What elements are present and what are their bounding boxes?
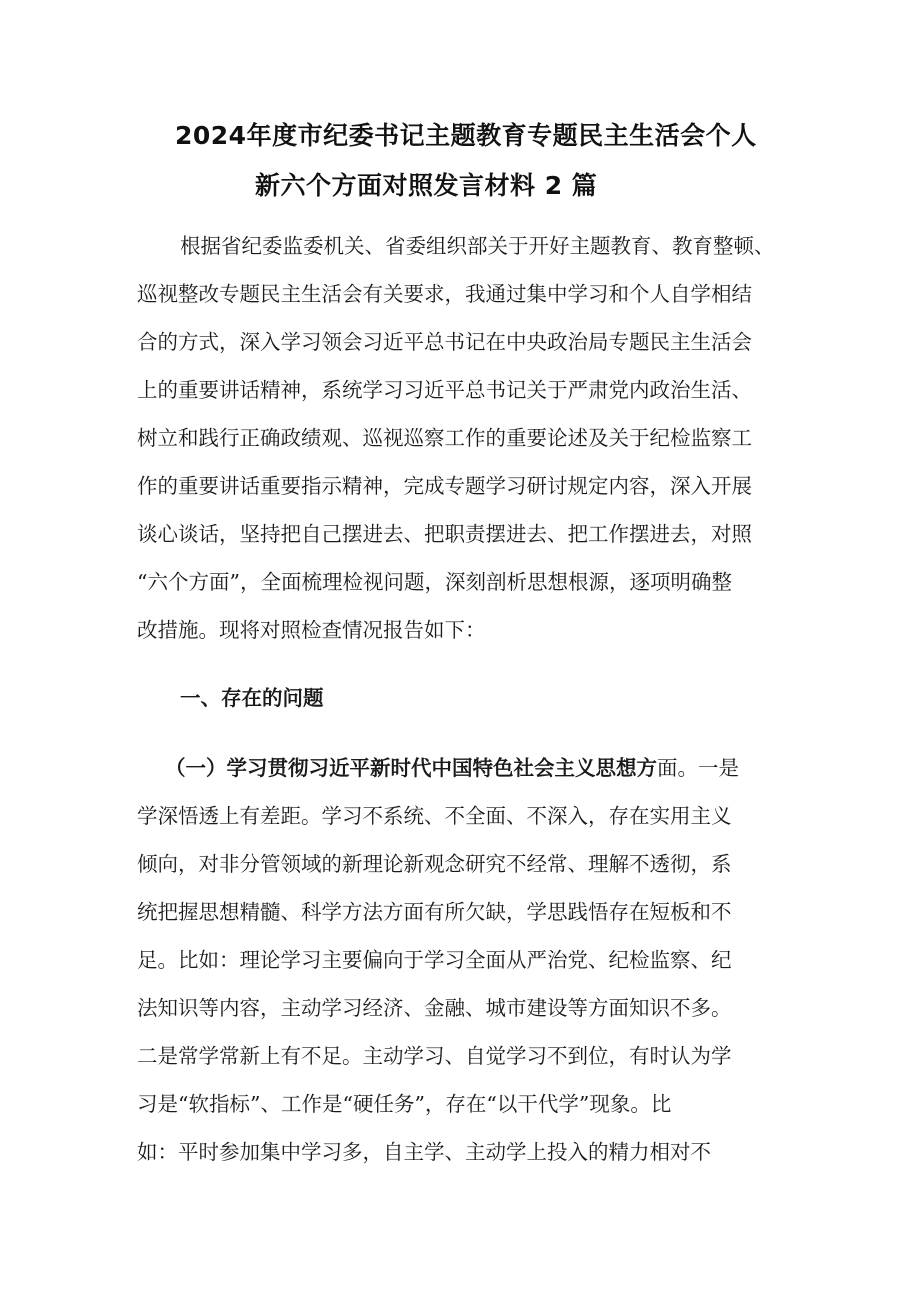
sub-heading-line [165, 758, 739, 779]
body-line-5: 法知识等内容，主动学习经济、金融、城市建设等方面知识不多。 [137, 996, 732, 1020]
intro-line-7: 谈心谈话，坚持把自己摆进去、把职责摆进去、把工作摆进去，对照 [137, 522, 752, 546]
body-line-7: 习是“软指标”、工作是“硬任务”，存在“以干代学”现象。比 [137, 1092, 672, 1116]
intro-line-3: 合的方式，深入学习领会习近平总书记在中央政治局专题民主生活会 [137, 330, 752, 354]
intro-line-1: 根据省纪委监委机关、省委组织部关于开好主题教育、教育整顿、 [180, 234, 775, 258]
intro-line-5: 树立和践行正确政绩观、巡视巡察工作的重要论述及关于纪检监察工 [137, 426, 752, 450]
intro-line-8: “六个方面”，全面梳理检视问题，深刻剖析思想根源，逐项明确整 [137, 570, 732, 594]
sub-heading-rest: 面。一是 [657, 756, 739, 780]
body-line-8: 如：平时参加集中学习多，自主学、主动学上投入的精力相对不 [137, 1140, 711, 1164]
section-heading: 一、存在的问题 [180, 686, 324, 710]
sub-heading-bold: （一）学习贯彻习近平新时代中国特色社会主义思想方 [165, 756, 657, 780]
document-title-line-2: 新六个方面对照发言材料 2 篇 [255, 171, 598, 200]
body-line-2: 倾向，对非分管领域的新理论新观念研究不经常、理解不透彻，系 [137, 852, 732, 876]
body-line-3: 统把握思想精髓、科学方法方面有所欠缺，学思践悟存在短板和不 [137, 900, 732, 924]
intro-line-9: 改措施。现将对照检查情况报告如下： [137, 618, 486, 642]
intro-line-2: 巡视整改专题民主生活会有关要求，我通过集中学习和个人自学相结 [137, 282, 752, 306]
intro-line-6: 作的重要讲话重要指示精神，完成专题学习研讨规定内容，深入开展 [137, 474, 752, 498]
body-line-1: 学深悟透上有差距。学习不系统、不全面、不深入，存在实用主义 [137, 804, 732, 828]
document-title-line-1: 2024年度市纪委书记主题教育专题民主生活会个人 [175, 121, 757, 150]
body-line-4: 足。比如：理论学习主要偏向于学习全面从严治党、纪检监察、纪 [137, 948, 732, 972]
body-line-6: 二是常学常新上有不足。主动学习、自觉学习不到位，有时认为学 [137, 1044, 732, 1068]
intro-line-4: 上的重要讲话精神，系统学习习近平总书记关于严肃党内政治生活、 [137, 378, 752, 402]
